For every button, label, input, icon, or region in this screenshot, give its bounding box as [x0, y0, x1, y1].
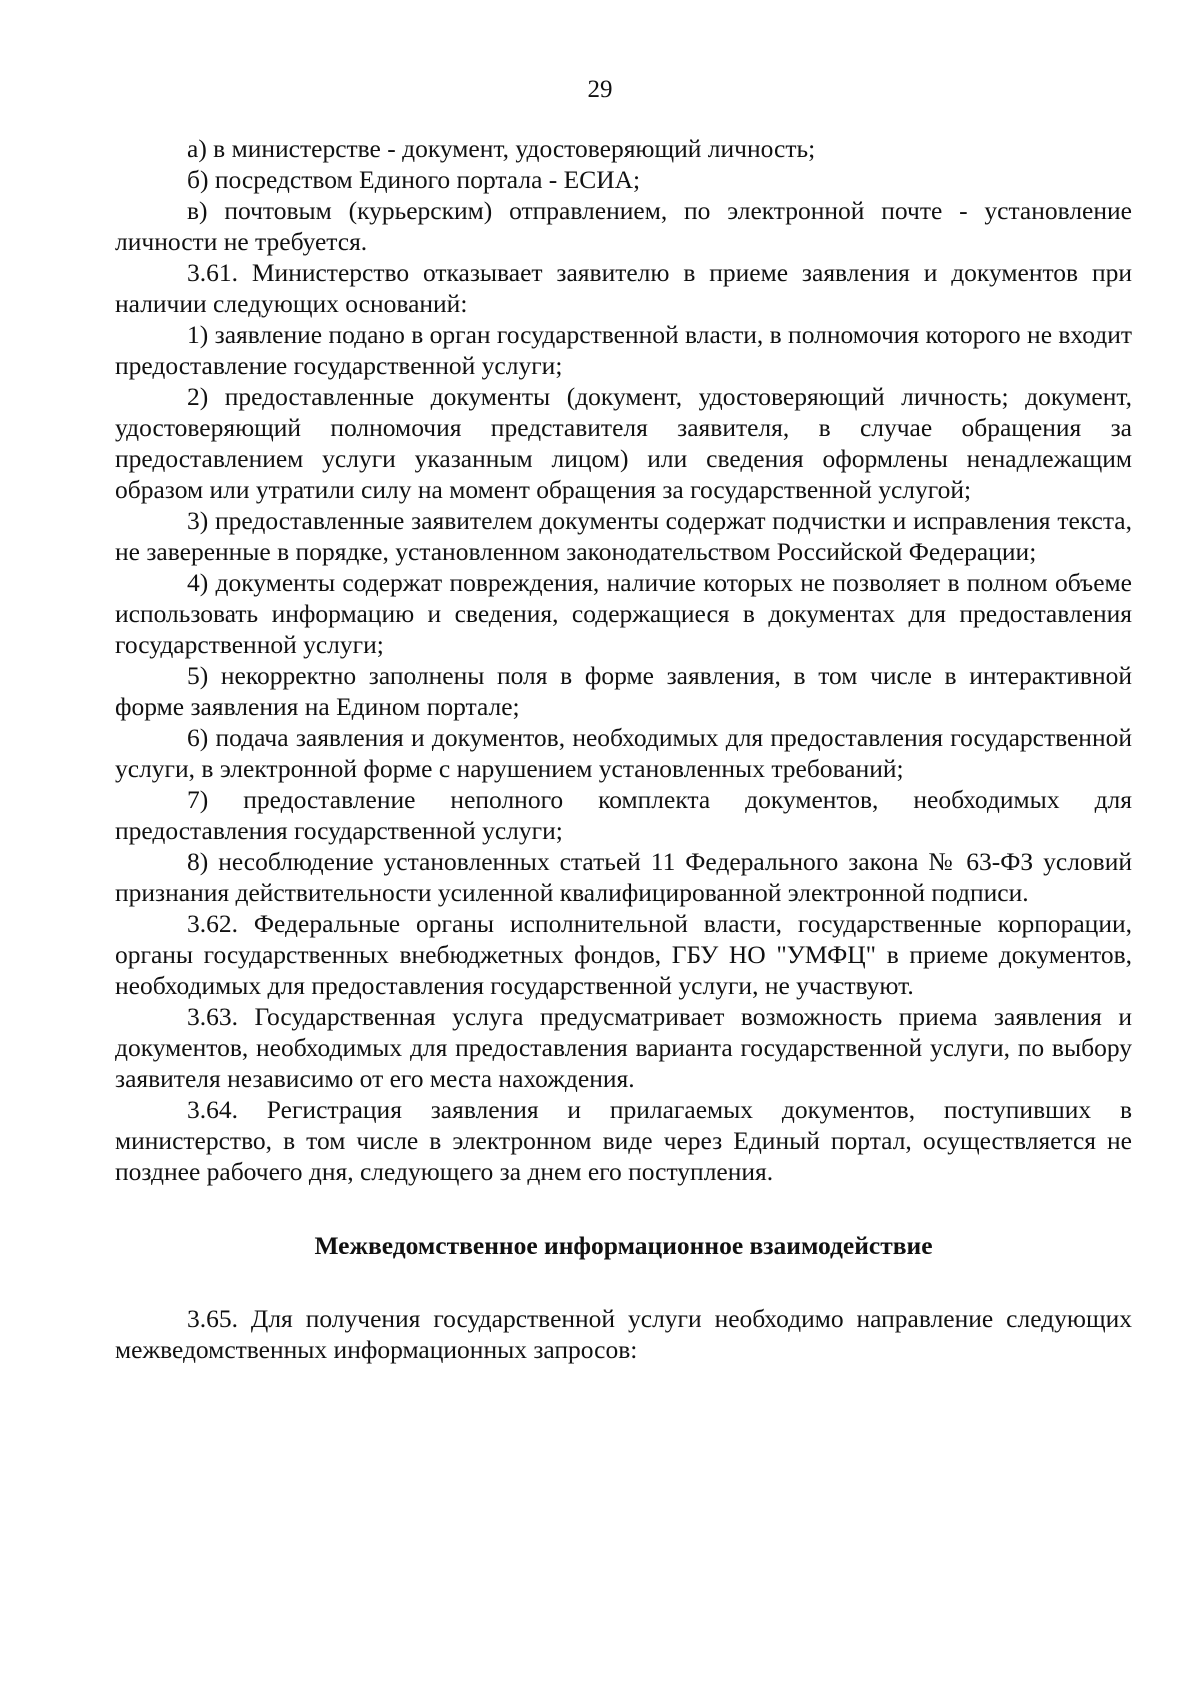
paragraph-3-64: 3.64. Регистрация заявления и прилагаемых документов, поступивших в министерство, в том числе в электронном виде через Единый портал, осуществляется не позднее рабочего дня, следующего за днем его поступления.	[115, 1095, 1132, 1186]
list-item-5: 5) некорректно заполнены поля в форме заявления, в том числе в интерактивной форме заявления на Едином портале;	[115, 661, 1132, 721]
section-heading: Межведомственное информационное взаимодействие	[314, 1231, 933, 1260]
paragraph-v: в) почтовым (курьерским) отправлением, по электронной почте - установление личности не требуется.	[115, 196, 1132, 256]
list-item-1: 1) заявление подано в орган государственной власти, в полномочия которого не входит предоставление государственной услуги;	[115, 320, 1132, 380]
list-item-3: 3) предоставленные заявителем документы содержат подчистки и исправления текста, не заверенные в порядке, установленном законодательством Российской Федерации;	[115, 506, 1132, 566]
paragraph-a: а) в министерстве - документ, удостоверяющий личность;	[187, 134, 816, 163]
page-number: 29	[587, 76, 613, 103]
paragraph-3-65: 3.65. Для получения государственной услуги необходимо направление следующих межведомственных информационных запросов:	[115, 1304, 1132, 1364]
paragraph-3-62: 3.62. Федеральные органы исполнительной власти, государственные корпорации, органы государственных внебюджетных фондов, ГБУ НО "УМФЦ" в приеме документов, необходимых для предоставления государственной услуги, не участвуют.	[115, 909, 1132, 1000]
list-item-8: 8) несоблюдение установленных статьей 11 Федерального закона № 63-ФЗ условий признания действительности усиленной квалифицированной электронной подписи.	[115, 847, 1132, 907]
list-item-2: 2) предоставленные документы (документ, удостоверяющий личность; документ, удостоверяющий полномочия представителя заявителя, в случае обращения за предоставлением услуги указанным лицом) или сведения оформлены ненадлежащим образом или утратили силу на момент обращения за государственной услугой;	[115, 382, 1132, 504]
list-item-7: 7) предоставление неполного комплекта документов, необходимых для предоставления государственной услуги;	[115, 785, 1132, 845]
page-body	[115, 133, 1132, 1365]
paragraph-3-63: 3.63. Государственная услуга предусматривает возможность приема заявления и документов, необходимых для предоставления варианта государственной услуги, по выбору заявителя независимо от его места нахождения.	[115, 1002, 1132, 1093]
list-item-6: 6) подача заявления и документов, необходимых для предоставления государственной услуги, в электронной форме с нарушением установленных требований;	[115, 723, 1132, 783]
paragraph-3-61: 3.61. Министерство отказывает заявителю в приеме заявления и документов при наличии следующих оснований:	[115, 258, 1132, 318]
list-item-4: 4) документы содержат повреждения, наличие которых не позволяет в полном объеме использовать информацию и сведения, содержащиеся в документах для предоставления государственной услуги;	[115, 568, 1132, 659]
paragraph-b: б) посредством Единого портала - ЕСИА;	[187, 165, 641, 194]
